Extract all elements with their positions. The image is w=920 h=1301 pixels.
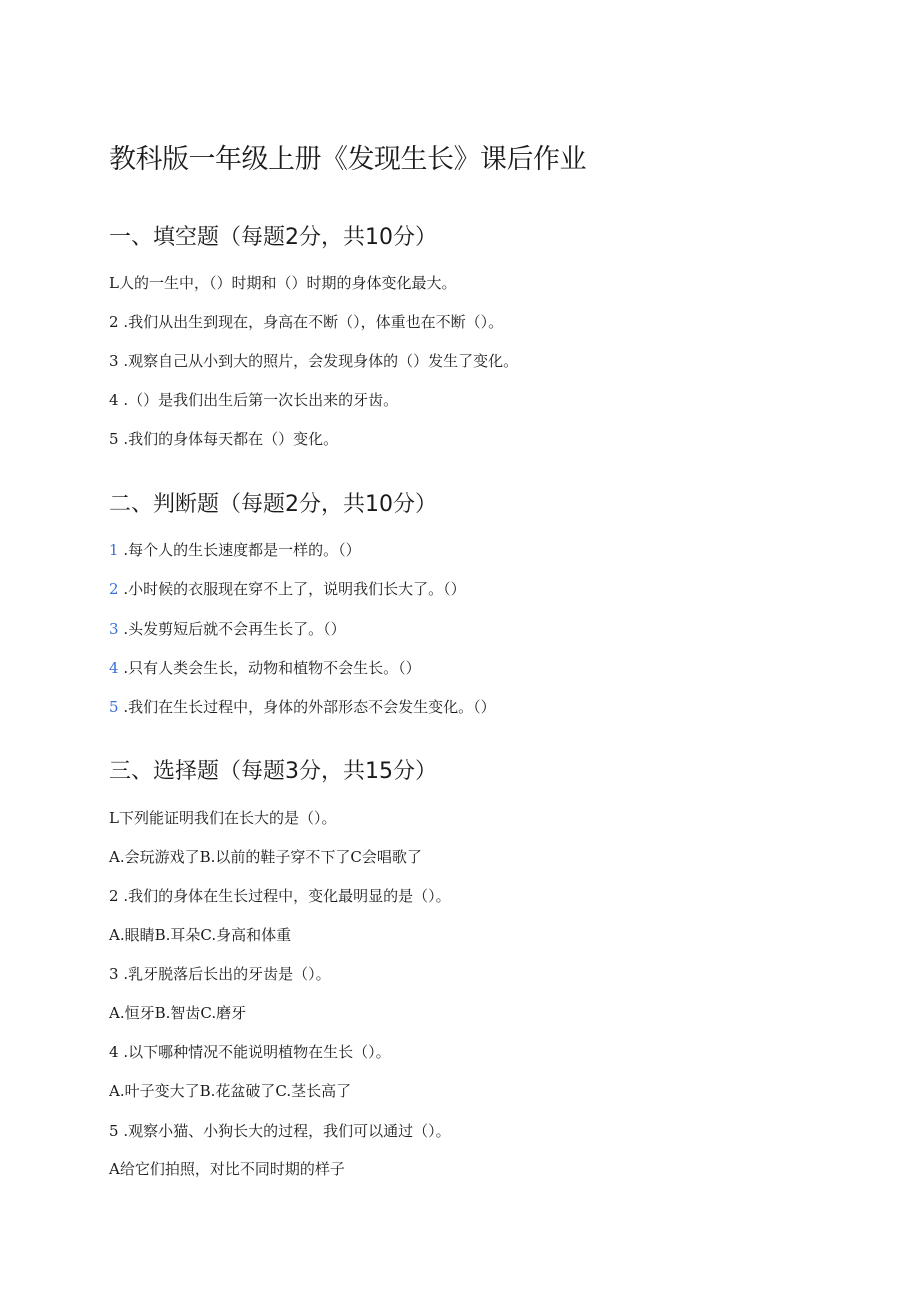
question-item: 4 .只有人类会生长，动物和植物不会生长。（） <box>109 659 421 677</box>
question-item: 3 .观察自己从小到大的照片，会发现身体的（）发生了变化。 <box>109 352 519 370</box>
question-item: L下列能证明我们在长大的是（）。 <box>109 809 337 827</box>
question-item: 2 .我们的身体在生长过程中，变化最明显的是（）。 <box>109 887 451 905</box>
answer-options: A.恒牙B.智齿C.磨牙 <box>109 1004 247 1022</box>
answer-options: A.眼睛B.耳朵C.身高和体重 <box>109 926 292 944</box>
section-heading-true-false: 二、判断题（每题2分，共10分） <box>109 492 437 517</box>
question-item: 3 .乳牙脱落后长出的牙齿是（）。 <box>109 965 331 983</box>
answer-options: A.会玩游戏了B.以前的鞋子穿不下了C会唱歌了 <box>109 848 422 866</box>
question-item: 5 .我们在生长过程中，身体的外部形态不会发生变化。（） <box>109 698 496 716</box>
answer-options: A给它们拍照，对比不同时期的样子 <box>109 1160 345 1178</box>
question-item: L人的一生中，（）时期和（）时期的身体变化最大。 <box>109 274 457 292</box>
answer-options: A.叶子变大了B.花盆破了C.茎长高了 <box>109 1082 352 1100</box>
question-item: 2 .小时候的衣服现在穿不上了，说明我们长大了。（） <box>109 580 466 598</box>
question-number: 1 <box>109 541 119 559</box>
question-item: 3 .头发剪短后就不会再生长了。（） <box>109 620 346 638</box>
question-number: 3 <box>109 620 119 638</box>
question-number: 4 <box>109 659 119 677</box>
question-item: 4 .以下哪种情况不能说明植物在生长（）。 <box>109 1043 391 1061</box>
question-item: 2 .我们从出生到现在，身高在不断（），体重也在不断（）。 <box>109 313 504 331</box>
question-number: 2 <box>109 580 119 598</box>
question-item: 5 .观察小猫、小狗长大的过程，我们可以通过（）。 <box>109 1122 451 1140</box>
section-heading-multiple-choice: 三、选择题（每题3分，共15分） <box>109 759 437 784</box>
question-item: 4 .（）是我们出生后第一次长出来的牙齿。 <box>109 391 399 409</box>
question-item: 1 .每个人的生长速度都是一样的。（） <box>109 541 361 559</box>
page-title: 教科版一年级上册《发现生长》课后作业 <box>109 144 586 175</box>
section-heading-fill-blank: 一、填空题（每题2分，共10分） <box>109 225 437 250</box>
question-item: 5 .我们的身体每天都在（）变化。 <box>109 430 339 448</box>
question-number: 5 <box>109 698 119 716</box>
